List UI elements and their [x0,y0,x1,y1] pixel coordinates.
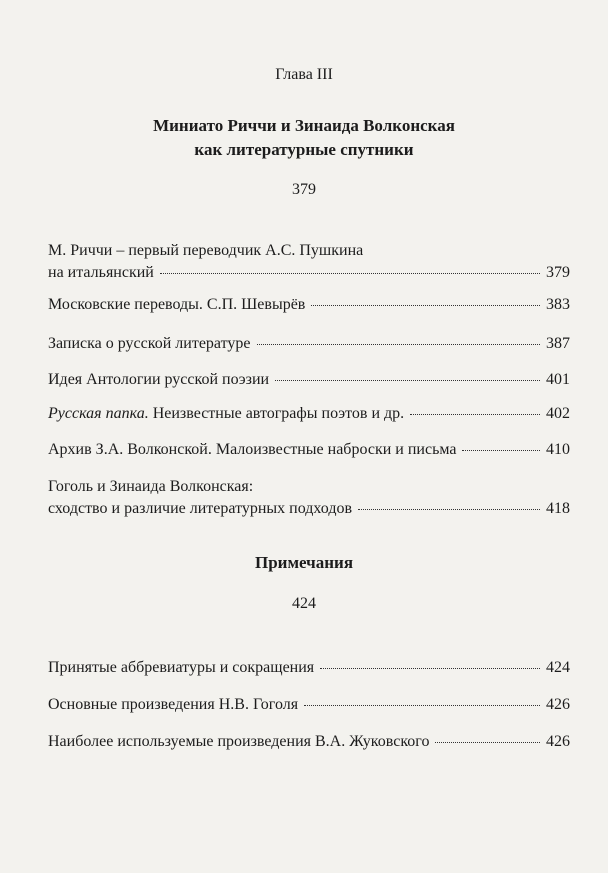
dot-leader [275,380,540,381]
toc-entry[interactable] [48,333,570,355]
toc-entry[interactable] [48,294,570,316]
toc-entry-page: 401 [546,371,570,388]
dot-leader [160,273,540,274]
chapter-label: Глава III [275,66,333,83]
chapter-title-line1: Миниато Риччи и Зинаида Волконская [153,116,455,135]
toc-entry[interactable] [48,476,570,520]
toc-entry-page: 379 [546,264,570,281]
toc-entry-text-line1: М. Риччи – первый переводчик А.С. Пушкина [48,242,364,259]
toc-entry[interactable] [48,403,570,425]
toc-entry-page: 383 [546,296,570,313]
toc-entry-text: Основные произведения Н.В. Гоголя [48,696,299,713]
dot-leader [462,450,540,451]
toc-entry-text: Записка о русской литературе [48,335,251,352]
toc-entry-page: 387 [546,335,570,352]
toc-entry-text-line2: сходство и различие литературных подходов [48,500,353,517]
toc-entry-text: Идея Антологии русской поэзии [48,371,270,388]
toc-entry-text: Наиболее используемые произведения В.А. Жуковского [48,733,430,750]
dot-leader [304,705,540,706]
toc-entry[interactable] [48,369,570,391]
dot-leader [320,668,540,669]
toc-entry-page: 424 [546,659,570,676]
toc-entry-text-line1: Гоголь и Зинаида Волконская: [48,478,254,495]
toc-entry-text: Архив З.А. Волконской. Малоизвестные наброски и письма [48,441,457,458]
dot-leader [257,344,541,345]
notes-page-number: 424 [292,595,316,612]
toc-entry-text: Принятые аббревиатуры и сокращения [48,659,315,676]
toc-entry-page: 418 [546,500,570,517]
toc-entry-page: 402 [546,405,570,422]
dot-leader [435,742,540,743]
toc-entry-text: Неизвестные автографы поэтов и др. [148,405,405,422]
toc-entry[interactable] [48,694,570,716]
toc-entry[interactable] [48,657,570,679]
toc-entry[interactable] [48,439,570,461]
chapter-page-number: 379 [292,181,316,198]
dot-leader [311,305,540,306]
chapter-title-line2: как литературные спутники [194,140,414,159]
toc-entry-text-line2: на итальянский [48,264,154,281]
toc-entry[interactable] [48,240,570,284]
toc-entry-page: 426 [546,696,570,713]
toc-entry-italic-text: Русская папка. [48,405,149,422]
toc-entry-page: 410 [546,441,570,458]
dot-leader [358,509,540,510]
toc-entry-text: Московские переводы. С.П. Шевырёв [48,296,306,313]
dot-leader [410,414,540,415]
notes-title: Примечания [254,553,354,572]
toc-entry[interactable] [48,731,570,753]
toc-entry-page: 426 [546,733,570,750]
